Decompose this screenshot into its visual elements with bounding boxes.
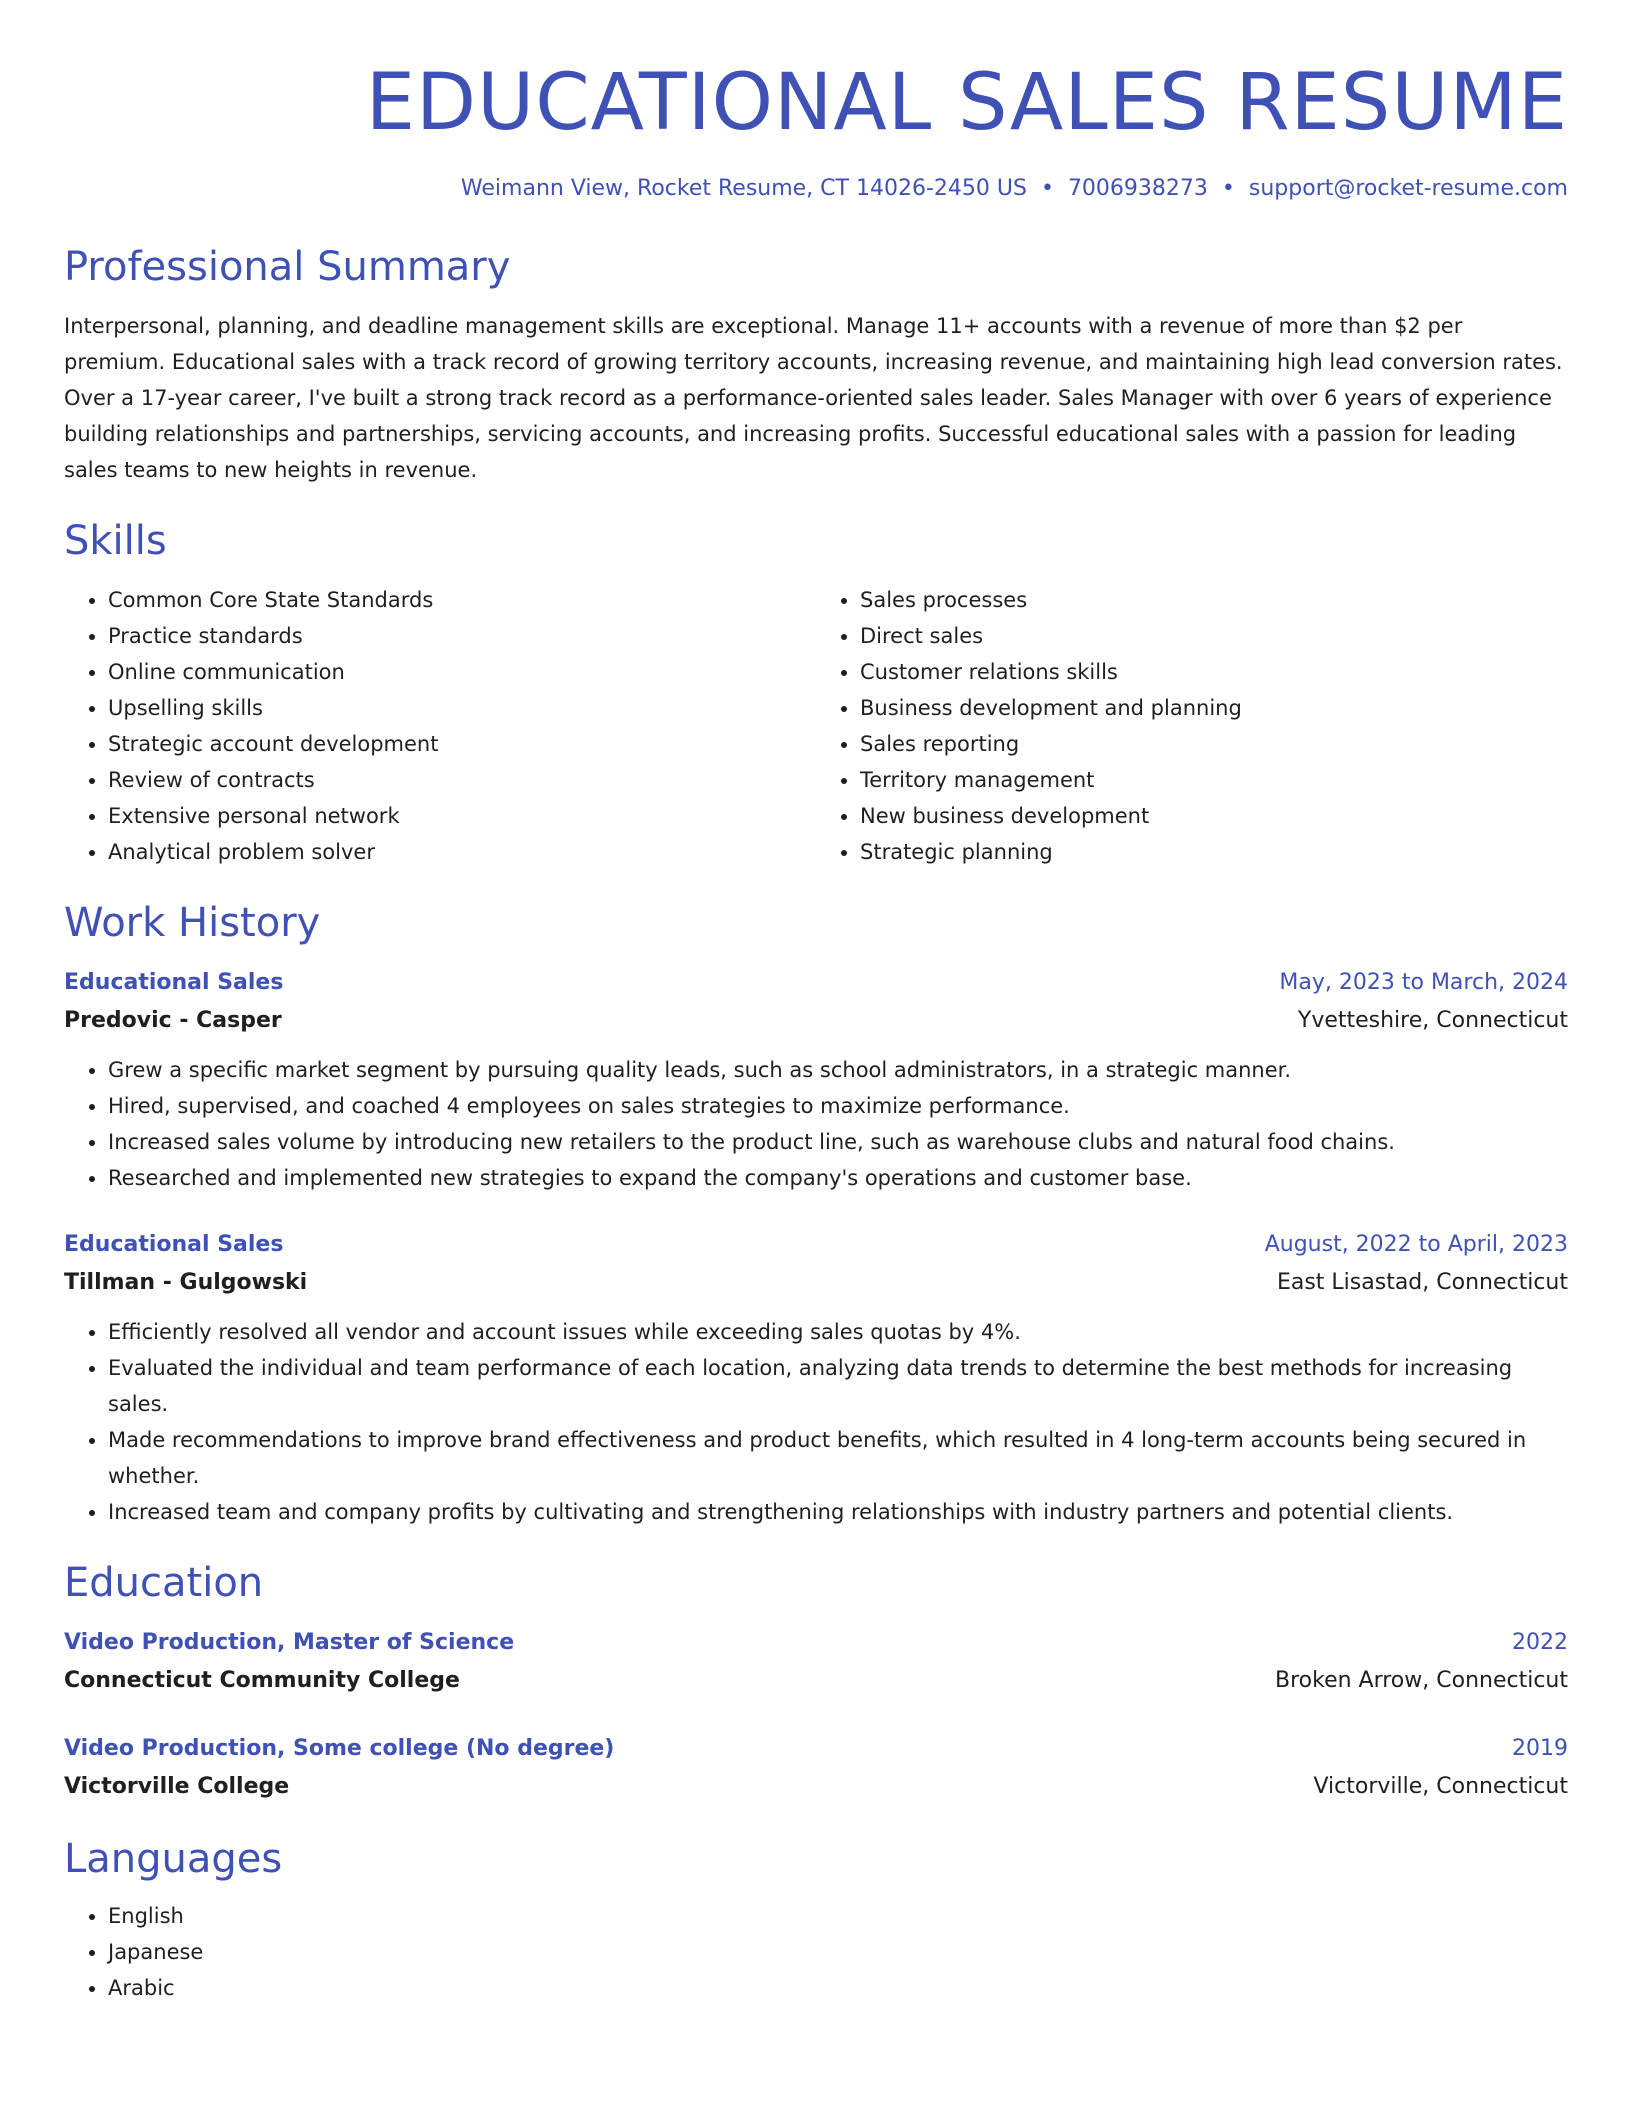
skill-item: • Online communication xyxy=(108,654,816,690)
graduation-year: 2019 xyxy=(1512,1736,1568,1761)
resume-title: EDUCATIONAL SALES RESUME xyxy=(365,58,1568,148)
school-location: Broken Arrow, Connecticut xyxy=(1275,1668,1568,1693)
education-entry-header xyxy=(64,1730,1568,1768)
education-entry-subheader xyxy=(64,1768,1568,1806)
skill-item: • Customer relations skills xyxy=(860,654,1568,690)
job-bullets xyxy=(64,1314,1568,1530)
contact-email: support@rocket-resume.com xyxy=(1248,176,1568,201)
languages-list xyxy=(64,1898,1568,2006)
job-bullet: • Researched and implemented new strategies to expand the company's operations and customer base. xyxy=(108,1160,1568,1196)
skill-item: • Direct sales xyxy=(860,618,1568,654)
job-bullet: • Made recommendations to improve brand effectiveness and product benefits, which resulted in 4 long-term accounts being secured in whether. xyxy=(108,1422,1568,1494)
contact-address: Weimann View, Rocket Resume, CT 14026-2450 US xyxy=(460,176,1027,201)
contact-phone: 7006938273 xyxy=(1067,176,1208,201)
skill-item: • Practice standards xyxy=(108,618,816,654)
skill-item: • Extensive personal network xyxy=(108,798,816,834)
degree-name: Video Production, Some college (No degree) xyxy=(64,1736,615,1761)
education-entry xyxy=(64,1730,1568,1806)
company-name: Predovic - Casper xyxy=(64,1008,282,1033)
language-item: • Japanese xyxy=(108,1934,1568,1970)
work-history-section xyxy=(64,896,1568,1530)
job-title: Educational Sales xyxy=(64,1232,284,1257)
work-entry-subheader xyxy=(64,1264,1568,1302)
skills-right-column xyxy=(816,582,1568,870)
skills-columns xyxy=(64,582,1568,870)
job-location: East Lisastad, Connecticut xyxy=(1276,1270,1568,1295)
job-dates: August, 2022 to April, 2023 xyxy=(1264,1232,1568,1257)
skill-item: • Review of contracts xyxy=(108,762,816,798)
job-bullets xyxy=(64,1052,1568,1196)
graduation-year: 2022 xyxy=(1512,1630,1568,1655)
section-heading-skills: Skills xyxy=(64,518,167,564)
job-dates: May, 2023 to March, 2024 xyxy=(1279,970,1568,995)
work-entry-header xyxy=(64,964,1568,1002)
school-name: Connecticut Community College xyxy=(64,1668,460,1693)
job-bullet: • Increased team and company profits by cultivating and strengthening relationships with industry partners and potential clients. xyxy=(108,1494,1568,1530)
job-location: Yvetteshire, Connecticut xyxy=(1297,1008,1568,1033)
work-entry xyxy=(64,964,1568,1196)
professional-summary-section xyxy=(64,240,1568,488)
education-entry-subheader xyxy=(64,1662,1568,1700)
education-section xyxy=(64,1556,1568,1806)
school-name: Victorville College xyxy=(64,1774,290,1799)
section-heading-work: Work History xyxy=(64,900,321,946)
skill-item: • Common Core State Standards xyxy=(108,582,816,618)
skill-item: • Sales processes xyxy=(860,582,1568,618)
contact-line xyxy=(64,174,1568,204)
skill-item: • New business development xyxy=(860,798,1568,834)
section-heading-education: Education xyxy=(64,1560,264,1606)
education-entry-header xyxy=(64,1624,1568,1662)
skill-item: • Strategic account development xyxy=(108,726,816,762)
summary-text: Interpersonal, planning, and deadline management skills are exceptional. Manage 11+ accounts with a revenue of more than $2 per premium. Educational sales with a track record of growing territory accounts, increasing revenue, and maintaining high lead conversion rates. Over a 17-year career, I've built a strong track record as a performance-oriented sales leader. Sales Manager with over 6 years of experience building relationships and partnerships, servicing accounts, and increasing profits. Successful educational sales with a passion for leading sales teams to new heights in revenue. xyxy=(64,314,1563,482)
school-location: Victorville, Connecticut xyxy=(1313,1774,1568,1799)
contact-separator: • xyxy=(1221,176,1235,201)
skill-item: • Strategic planning xyxy=(860,834,1568,870)
resume-header xyxy=(64,48,1568,204)
skills-section xyxy=(64,514,1568,870)
company-name: Tillman - Gulgowski xyxy=(64,1270,308,1295)
job-bullet: • Efficiently resolved all vendor and account issues while exceeding sales quotas by 4%. xyxy=(108,1314,1568,1350)
job-bullet: • Grew a specific market segment by pursuing quality leads, such as school administrators, in a strategic manner. xyxy=(108,1052,1568,1088)
job-bullet: • Evaluated the individual and team performance of each location, analyzing data trends to determine the best methods for increasing sales. xyxy=(108,1350,1568,1422)
contact-separator: • xyxy=(1040,176,1054,201)
work-entry-header xyxy=(64,1226,1568,1264)
skill-item: • Analytical problem solver xyxy=(108,834,816,870)
languages-section xyxy=(64,1832,1568,2006)
language-item: • English xyxy=(108,1898,1568,1934)
skill-item: • Territory management xyxy=(860,762,1568,798)
work-entry xyxy=(64,1226,1568,1530)
language-item: • Arabic xyxy=(108,1970,1568,2006)
skill-item: • Sales reporting xyxy=(860,726,1568,762)
skill-item: • Upselling skills xyxy=(108,690,816,726)
degree-name: Video Production, Master of Science xyxy=(64,1630,515,1655)
work-entry-subheader xyxy=(64,1002,1568,1040)
education-entry xyxy=(64,1624,1568,1700)
job-title: Educational Sales xyxy=(64,970,284,995)
section-heading-summary: Professional Summary xyxy=(64,244,511,290)
job-bullet: • Increased sales volume by introducing new retailers to the product line, such as warehouse clubs and natural food chains. xyxy=(108,1124,1568,1160)
section-heading-languages: Languages xyxy=(64,1836,283,1882)
skills-left-column xyxy=(64,582,816,870)
job-bullet: • Hired, supervised, and coached 4 employees on sales strategies to maximize performance. xyxy=(108,1088,1568,1124)
skill-item: • Business development and planning xyxy=(860,690,1568,726)
